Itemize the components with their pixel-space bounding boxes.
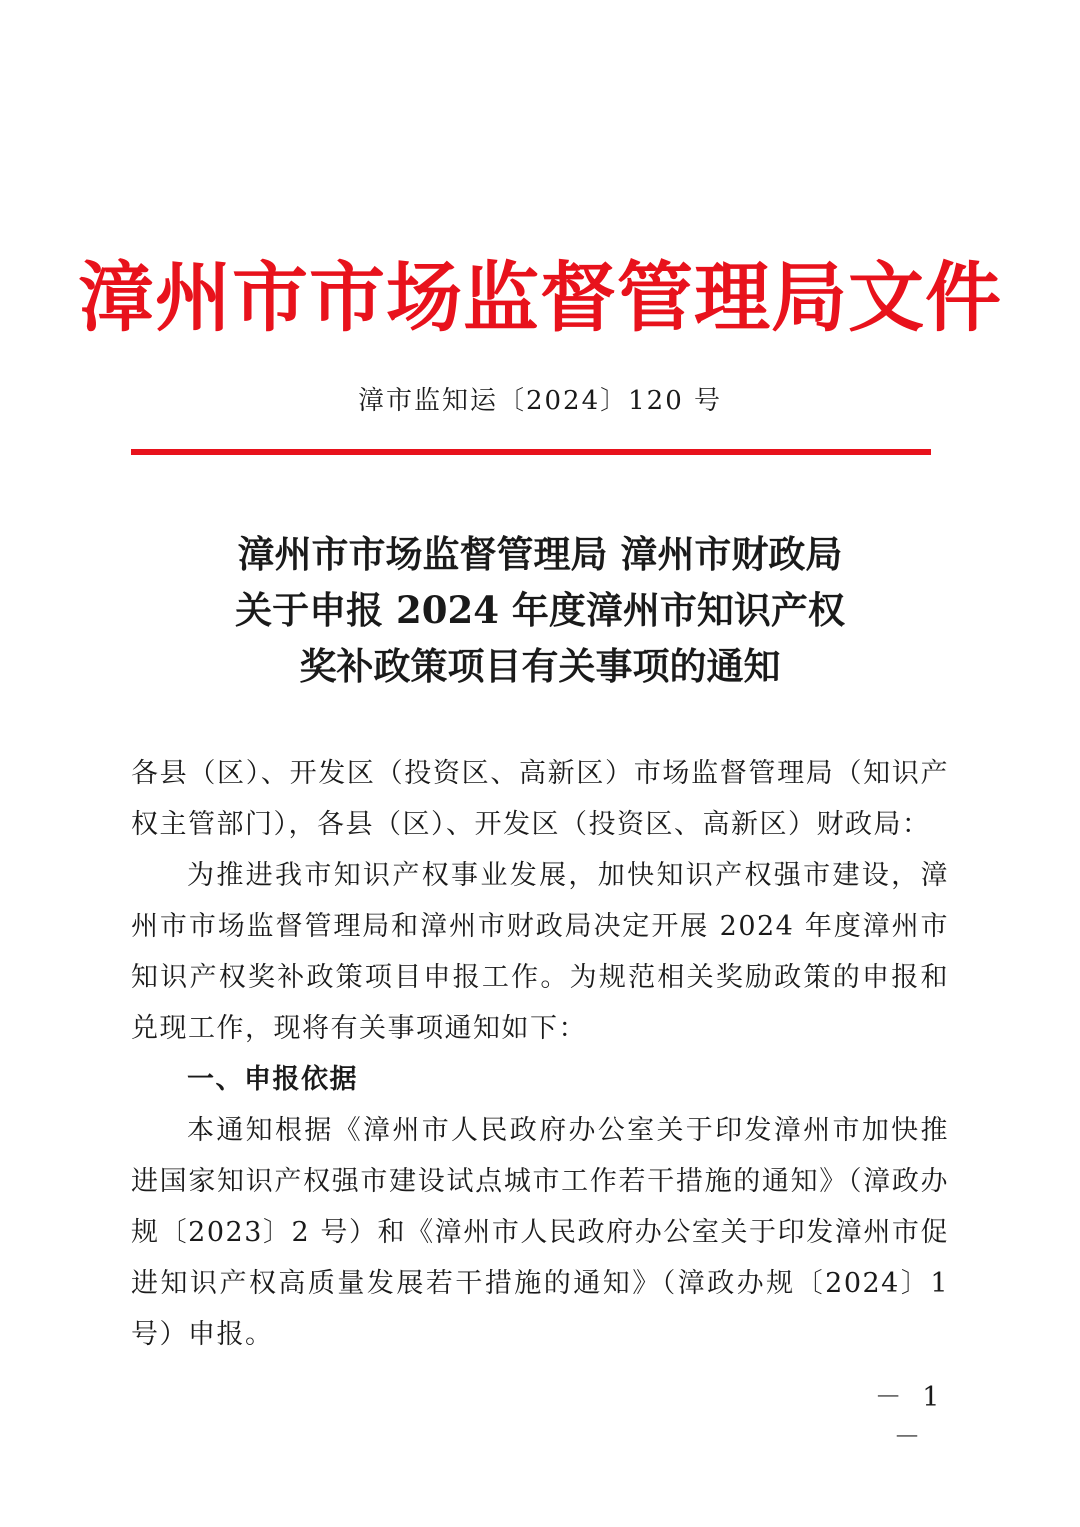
masthead-title: 漳州市市场监督管理局文件 xyxy=(78,253,1002,342)
document-title xyxy=(0,526,1080,694)
title-line-2: 关于申报 2024 年度漳州市知识产权 xyxy=(235,588,845,632)
red-divider-rule xyxy=(131,449,931,455)
page-number: － 1 － xyxy=(874,1382,946,1453)
intro-paragraph: 为推进我市知识产权事业发展，加快知识产权强市建设，漳州市市场监督管理局和漳州市财政局决定开展 2024 年度漳州市知识产权奖补政策项目申报工作。为规范相关奖励政策的申报和兑现工作，现将有关事项通知如下： xyxy=(131,860,949,1044)
title-line-1: 漳州市市场监督管理局 漳州市财政局 xyxy=(237,532,843,576)
title-line-3: 奖补政策项目有关事项的通知 xyxy=(299,644,781,688)
section-heading-basis: 一、申报依据 xyxy=(187,1064,358,1095)
addressee-paragraph: 各县（区）、开发区（投资区、高新区）市场监督管理局（知识产权主管部门），各县（区）、开发区（投资区、高新区）财政局： xyxy=(131,758,949,840)
basis-paragraph: 本通知根据《漳州市人民政府办公室关于印发漳州市加快推进国家知识产权强市建设试点城市工作若干措施的通知》（漳政办规〔2023〕2 号）和《漳州市人民政府办公室关于印发漳州市促进知识产权高质量发展若干措施的通知》（漳政办规〔2024〕1 号）申报。 xyxy=(131,1115,949,1350)
document-body xyxy=(131,748,949,1360)
document-number: 漳市监知运〔2024〕120 号 xyxy=(357,386,723,416)
